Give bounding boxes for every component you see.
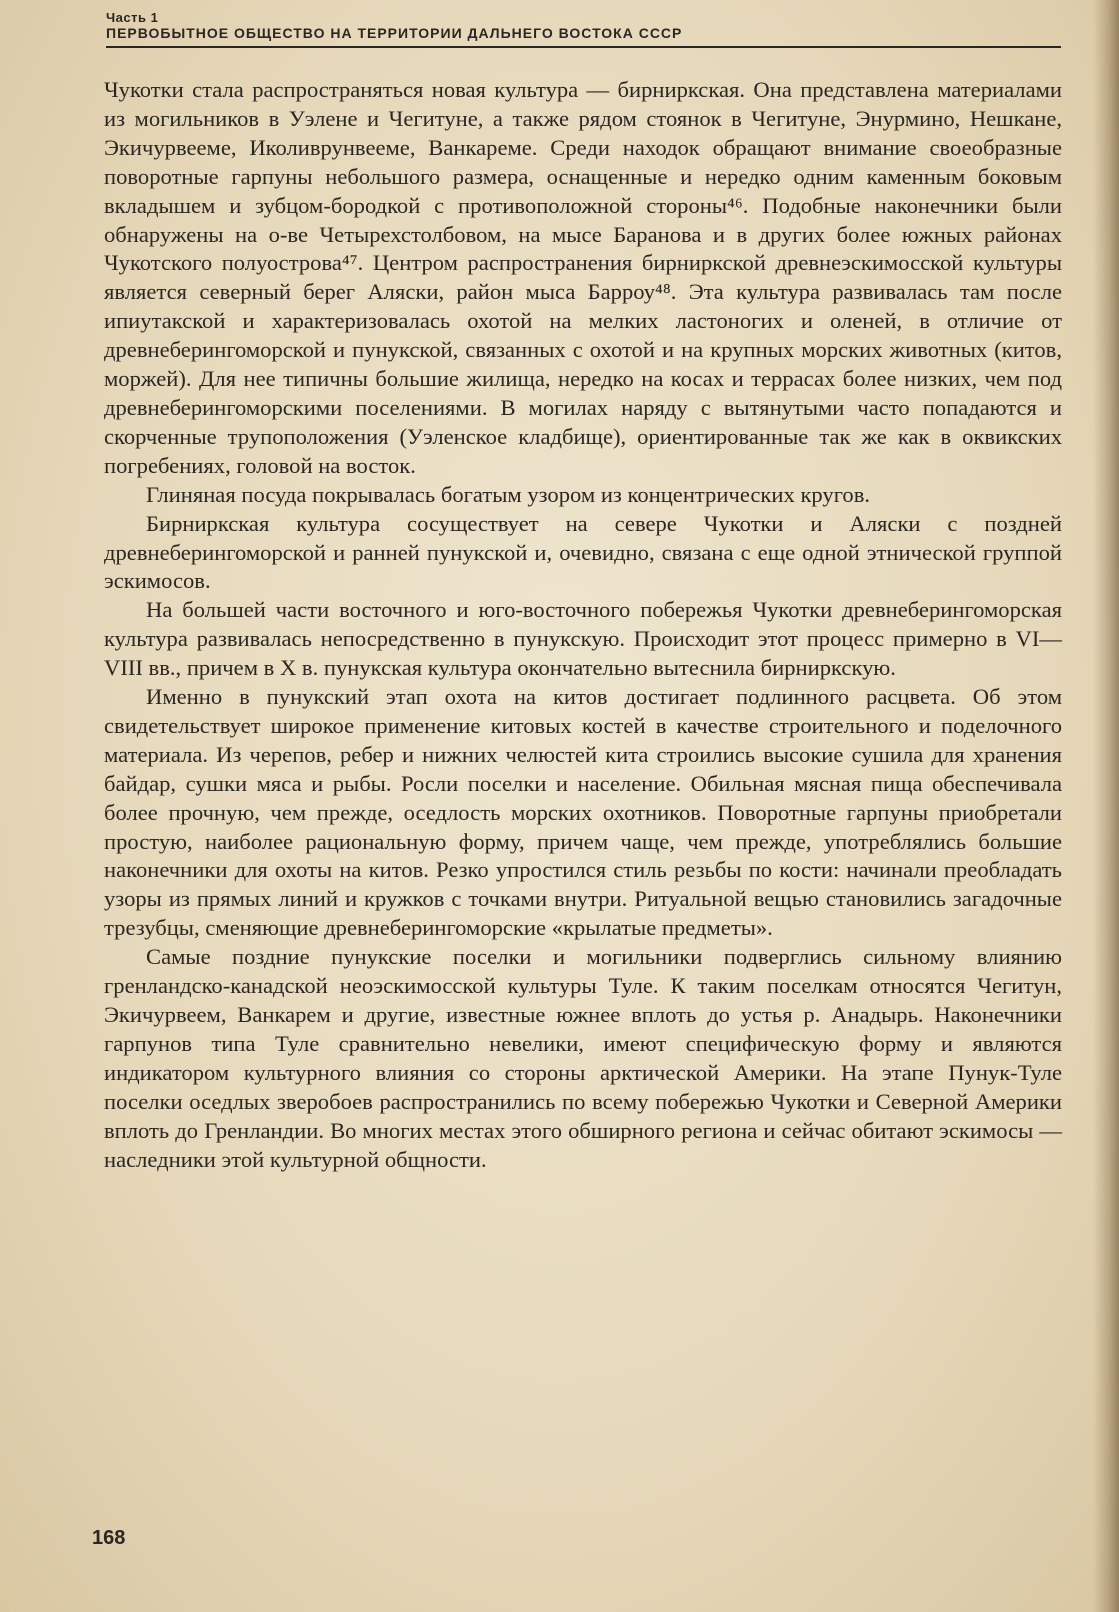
body-text <box>104 76 1062 1174</box>
header-part-label: Часть 1 <box>106 10 159 25</box>
paragraph-punuk-transition: На большей части восточного и юго-восточного побережья Чукотки древнеберингоморская культура развивалась непосредственно в пунукскую. Происходит этот процесс примерно в VI—VIII вв., причем в X в. пунукская культура окончательно вытеснила бирниркскую. <box>104 597 1062 681</box>
running-header <box>106 10 1061 48</box>
paragraph-thule: Самые поздние пунукские поселки и могильники подверглись сильному влиянию гренландско-канадской неоэскимосской культуры Туле. К таким поселкам относятся Чегитун, Экичурвеем, Ванкарем и другие, известные южнее вплоть до устья р. Анадырь. Наконечники гарпунов типа Туле сравнительно невелики, имеют специфическую форму и являются индикатором культурного влияния со стороны арктической Америки. На этапе Пунук-Туле поселки оседлых зверобоев распространились по всему побережью Чукотки и Северной Америки вплоть до Гренландии. Во многих местах этого обширного региона и сейчас обитают эскимосы — наследники этой культурной общности. <box>104 944 1062 1172</box>
page-number: 168 <box>92 1527 126 1549</box>
paragraph-whaling: Именно в пунукский этап охота на китов достигает подлинного расцвета. Об этом свидетельствует широкое применение китовых костей в качестве строительного и поделочного материала. Из черепов, ребер и нижних челюстей кита строились высокие сушила для хранения байдар, сушки мяса и рыбы. Росли поселки и население. Обильная мясная пища обеспечивала более прочную, чем прежде, оседлость морских охотников. Поворотные гарпуны приобретали простую, наиболее рациональную форму, причем чаще, чем прежде, употреблялись большие наконечники для охоты на китов. Резко упростился стиль резьбы по кости: начинали преобладать узоры из прямых линий и кружков с точками внутри. Ритуальной вещью становились загадочные трезубцы, сменяющие древнеберингоморские «крылатые предметы». <box>104 684 1062 941</box>
paragraph-continued: Чукотки стала распространяться новая культура — бирниркская. Она представлена материалами из могильников в Уэлене и Чегитуне, а также рядом стоянок в Чегитуне, Энурмино, Нешкане, Экичурвееме, Иколиврунвееме, Ванкареме. Среди находок обращают внимание своеобразные поворотные гарпуны небольшого размера, оснащенные и нередко одним каменным боковым вкладышем и зубцом-бородкой с противоположной стороны⁴⁶. Подобные наконечники были обнаружены на о-ве Четырехстолбовом, на мысе Баранова и в других более южных районах Чукотского полуострова⁴⁷. Центром распространения бирниркской древнеэскимосской культуры является северный берег Аляски, район мыса Барроу⁴⁸. Эта культура развивалась там после ипиутакской и характеризовалась охотой на мелких ластоногих и оленей, в отличие от древнеберингоморской и пунукской, связанных с охотой и на крупных морских животных (китов, моржей). Для нее типичны большие жилища, нередко на косах и террасах более низких, чем под древнеберингоморскими поселениями. В могилах наряду с вытянутыми часто попадаются и скорченные трупоположения (Уэленское кладбище), ориентированные так же как в оквикских погребениях, головой на восток. <box>104 77 1062 478</box>
page-edge-shadow <box>1093 0 1119 1612</box>
paragraph-birnirk-coexistence: Бирниркская культура сосуществует на севере Чукотки и Аляски с поздней древнеберингоморской и ранней пунукской и, очевидно, связана с еще одной этнической группой эскимосов. <box>104 510 1062 594</box>
header-chapter-title: ПЕРВОБЫТНОЕ ОБЩЕСТВО НА ТЕРРИТОРИИ ДАЛЬНЕГО ВОСТОКА СССР <box>106 25 683 41</box>
paragraph-pottery: Глиняная посуда покрывалась богатым узором из концентрических кругов. <box>146 481 871 507</box>
